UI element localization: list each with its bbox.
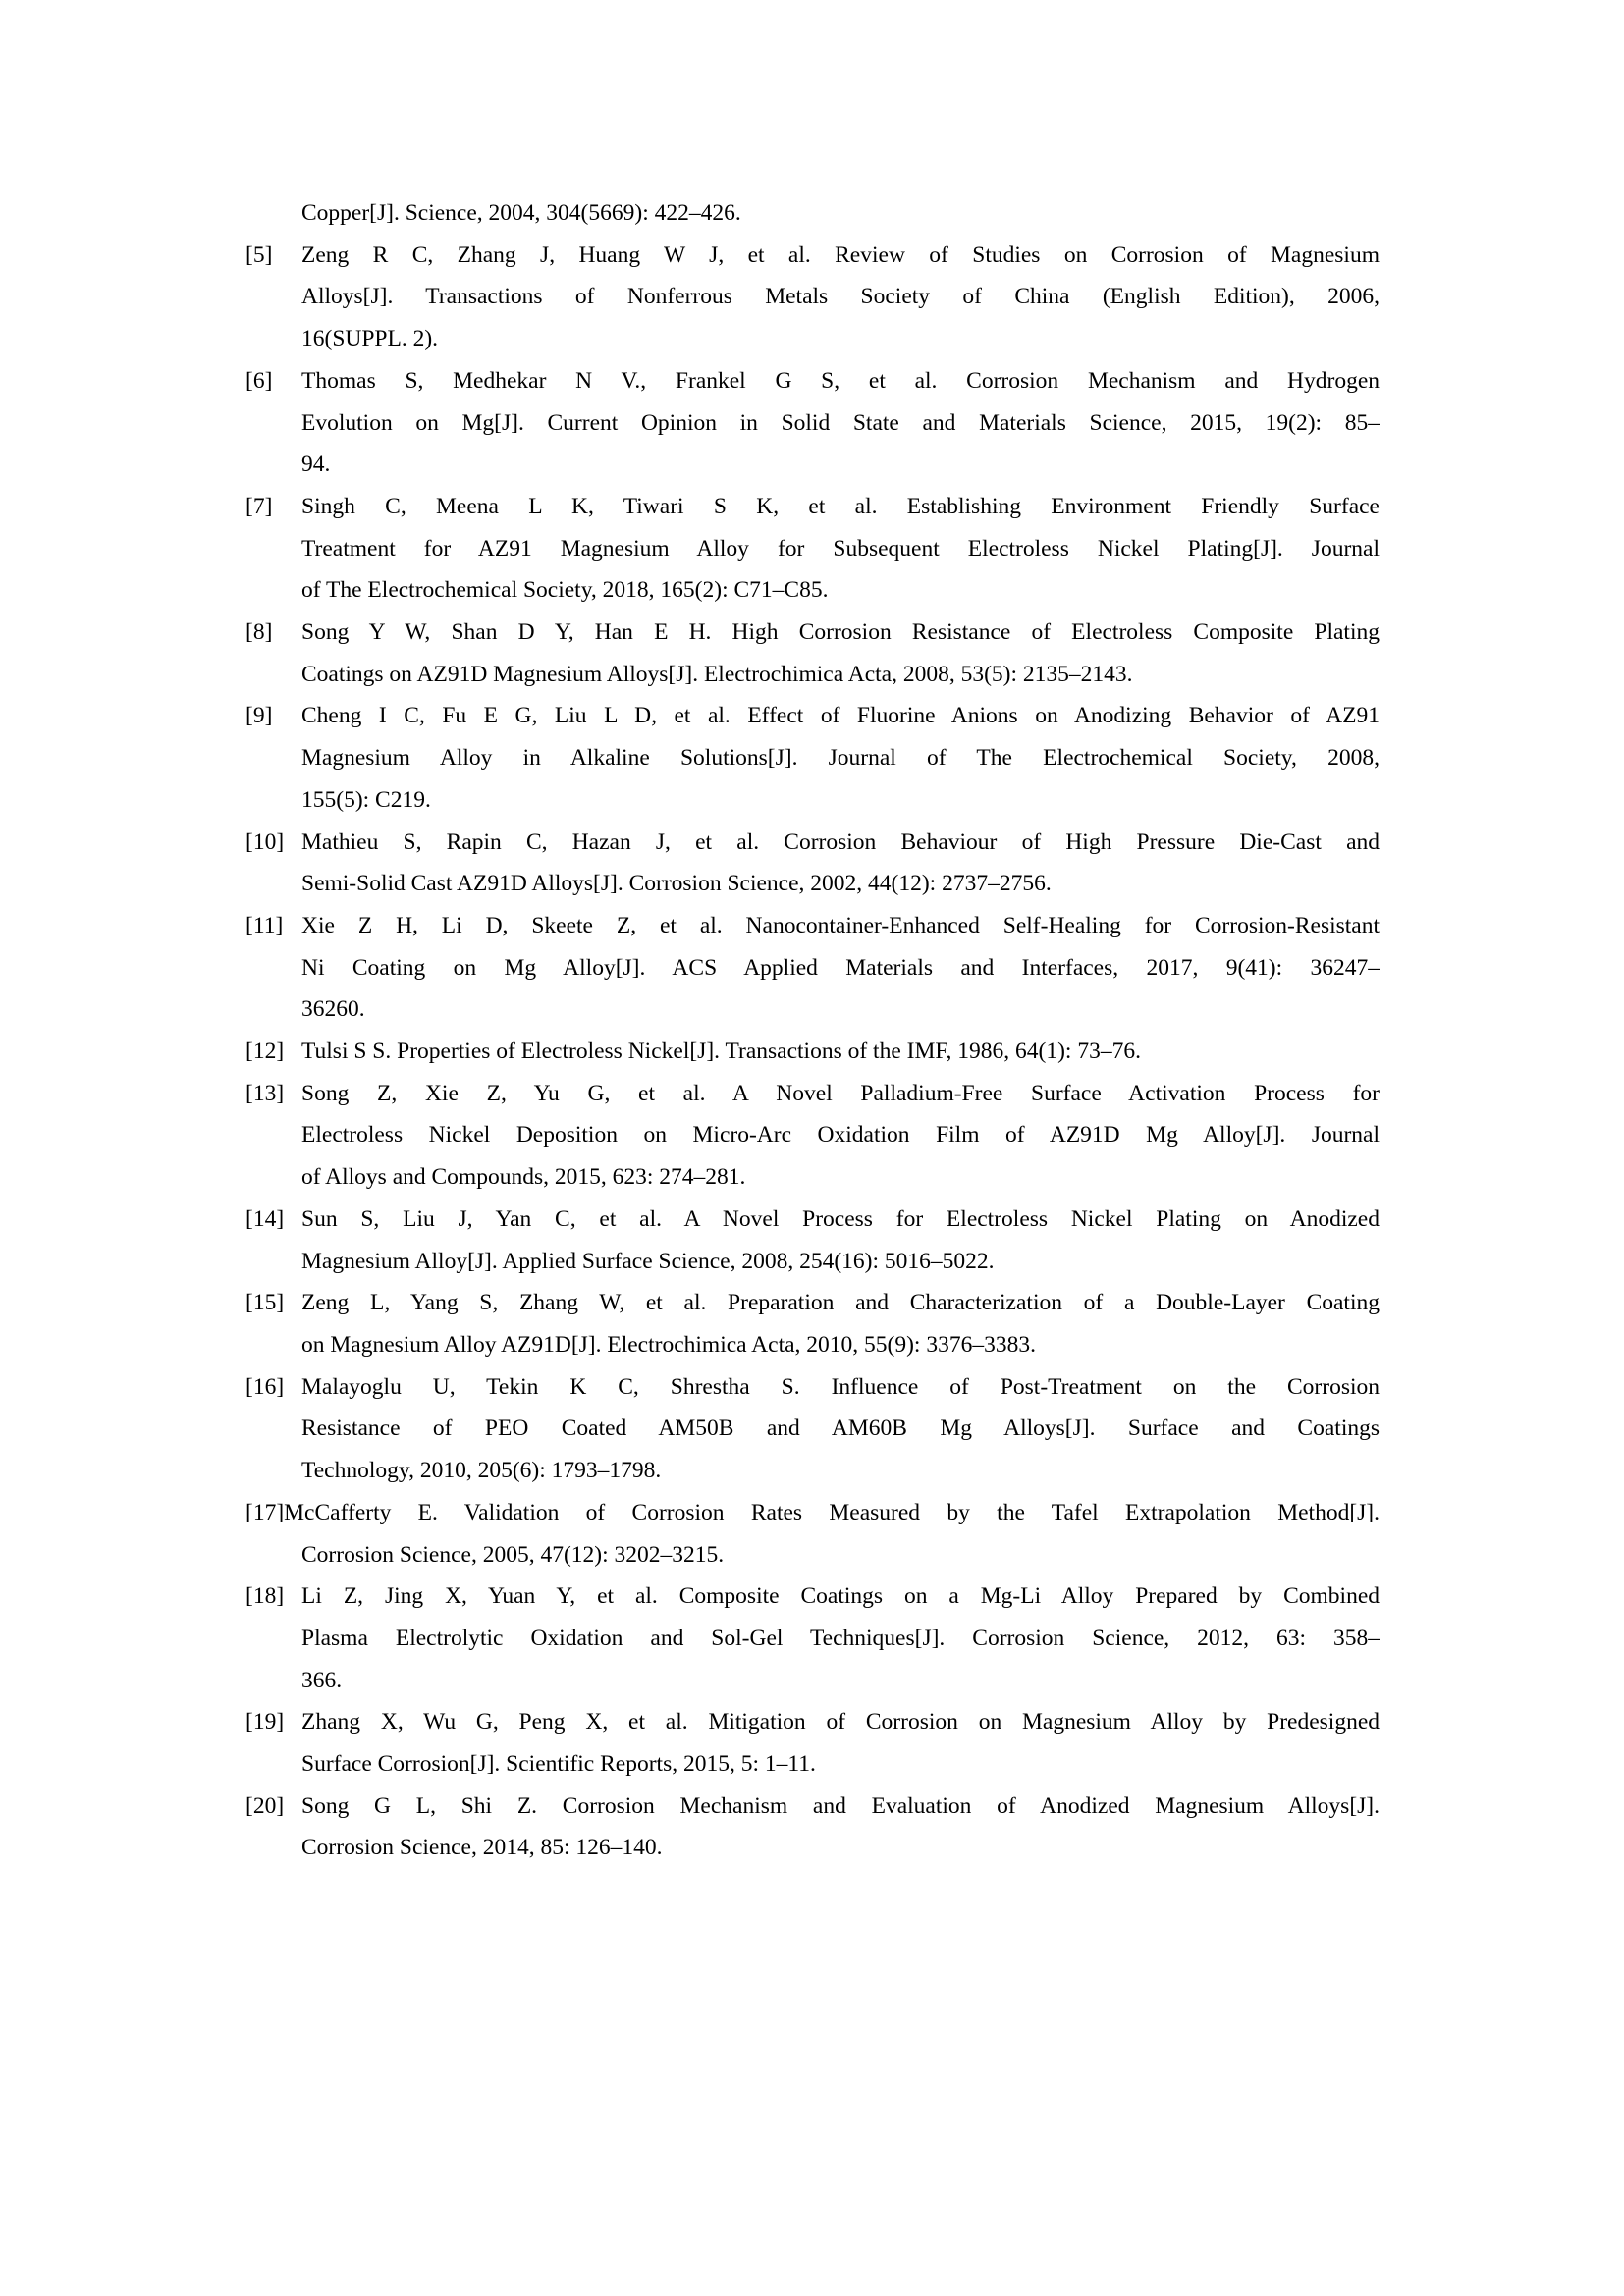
reference-number: [14] (245, 1205, 285, 1232)
reference-number: [16] (245, 1373, 285, 1400)
reference-item (245, 360, 1380, 486)
reference-line: Alloys[J]. Transactions of Nonferrous Metals Society of China (English Edition), 2006, (301, 284, 1380, 310)
reference-item (245, 486, 1380, 612)
reference-line: Plasma Electrolytic Oxidation and Sol-Gel Techniques[J]. Corrosion Science, 2012, 63: 358– (301, 1625, 1380, 1651)
reference-item (245, 1701, 1380, 1785)
reference-line: Surface Corrosion[J]. Scientific Reports, 2015, 5: 1–11. (301, 1751, 816, 1778)
reference-item (245, 1366, 1380, 1492)
reference-line: [6] Thomas S, Medhekar N V., Frankel G S, et al. Corrosion Mechanism and Hydrogen (245, 360, 1380, 402)
reference-number: [12] (245, 1039, 285, 1065)
reference-line: on Magnesium Alloy AZ91D[J]. Electrochimica Acta, 2010, 55(9): 3376–3383. (301, 1331, 1036, 1358)
reference-item (245, 1575, 1380, 1701)
reference-line: [11] Xie Z H, Li D, Skeete Z, et al. Nanocontainer-Enhanced Self-Healing for Corrosion-Resistant (245, 905, 1380, 947)
reference-item (245, 192, 1380, 235)
reference-line: Resistance of PEO Coated AM50B and AM60B Mg Alloys[J]. Surface and Coatings (301, 1415, 1380, 1442)
reference-number: [9] (245, 703, 273, 729)
reference-number: [7] (245, 493, 273, 519)
reference-number: [17] (245, 1499, 285, 1525)
reference-line: Evolution on Mg[J]. Current Opinion in Solid State and Materials Science, 2015, 19(2): 85– (301, 409, 1380, 436)
reference-number: [6] (245, 367, 273, 394)
reference-line: Treatment for AZ91 Magnesium Alloy for Subsequent Electroless Nickel Plating[J]. Journal (301, 535, 1380, 561)
reference-line: [8] Song Y W, Shan D Y, Han E H. High Corrosion Resistance of Electroless Composite Plating (245, 612, 1380, 654)
reference-number: [20] (245, 1792, 285, 1819)
reference-line: 16(SUPPL. 2). (301, 326, 439, 352)
reference-item (245, 612, 1380, 695)
reference-line: [5] Zeng R C, Zhang J, Huang W J, et al. Review of Studies on Corrosion of Magnesium (245, 235, 1380, 277)
reference-line: 155(5): C219. (301, 786, 431, 813)
reference-line: [18] Li Z, Jing X, Yuan Y, et al. Composite Coatings on a Mg-Li Alloy Prepared by Combined (245, 1575, 1380, 1618)
reference-number: [8] (245, 619, 273, 646)
reference-item (245, 235, 1380, 360)
reference-item (245, 1492, 1380, 1575)
reference-line: 366. (301, 1667, 343, 1693)
reference-line: [10] Mathieu S, Rapin C, Hazan J, et al. Corrosion Behaviour of High Pressure Die-Cast and (245, 822, 1380, 864)
reference-line: Semi-Solid Cast AZ91D Alloys[J]. Corrosion Science, 2002, 44(12): 2737–2756. (301, 871, 1052, 897)
reference-item (245, 695, 1380, 821)
reference-line: Magnesium Alloy[J]. Applied Surface Science, 2008, 254(16): 5016–5022. (301, 1248, 995, 1274)
reference-line: Corrosion Science, 2005, 47(12): 3202–3215. (301, 1541, 725, 1568)
references-list (245, 192, 1380, 1869)
reference-line: [14] Sun S, Liu J, Yan C, et al. A Novel Process for Electroless Nickel Plating on Anodized (245, 1199, 1380, 1241)
reference-line: of The Electrochemical Society, 2018, 165(2): C71–C85. (301, 577, 829, 604)
reference-line: of Alloys and Compounds, 2015, 623: 274–281. (301, 1164, 746, 1191)
reference-number: [11] (245, 912, 284, 938)
reference-number: [13] (245, 1080, 285, 1106)
reference-number: [15] (245, 1290, 285, 1316)
reference-line: Corrosion Science, 2014, 85: 126–140. (301, 1835, 663, 1861)
reference-line: Technology, 2010, 205(6): 1793–1798. (301, 1458, 662, 1484)
reference-number: [18] (245, 1583, 285, 1610)
reference-item (245, 1073, 1380, 1199)
reference-number: [5] (245, 241, 273, 268)
reference-item (245, 822, 1380, 905)
reference-line: [9] Cheng I C, Fu E G, Liu L D, et al. Effect of Fluorine Anions on Anodizing Behavior of AZ91 (245, 695, 1380, 737)
reference-line: [15] Zeng L, Yang S, Zhang W, et al. Preparation and Characterization of a Double-Layer Coating (245, 1282, 1380, 1324)
reference-line: [17]McCafferty E. Validation of Corrosion Rates Measured by the Tafel Extrapolation Method[J]. (245, 1492, 1380, 1534)
reference-line: [16] Malayoglu U, Tekin K C, Shrestha S. Influence of Post-Treatment on the Corrosion (245, 1366, 1380, 1409)
reference-item (245, 905, 1380, 1031)
reference-line: [13] Song Z, Xie Z, Yu G, et al. A Novel Palladium-Free Surface Activation Process for (245, 1073, 1380, 1115)
reference-line: Ni Coating on Mg Alloy[J]. ACS Applied Materials and Interfaces, 2017, 9(41): 36247– (301, 954, 1380, 981)
reference-line: [20] Song G L, Shi Z. Corrosion Mechanism and Evaluation of Anodized Magnesium Alloys[J]. (245, 1786, 1380, 1828)
reference-line: [12] Tulsi S S. Properties of Electroless Nickel[J]. Transactions of the IMF, 1986, 64(1): 73–76. (245, 1031, 1380, 1073)
reference-line: Coatings on AZ91D Magnesium Alloys[J]. Electrochimica Acta, 2008, 53(5): 2135–2143. (301, 661, 1133, 687)
reference-item (245, 1199, 1380, 1282)
reference-number: [19] (245, 1709, 285, 1735)
reference-line: 94. (301, 452, 331, 478)
reference-number: [10] (245, 828, 285, 855)
reference-line: [7] Singh C, Meena L K, Tiwari S K, et al. Establishing Environment Friendly Surface (245, 486, 1380, 528)
reference-item (245, 1282, 1380, 1365)
reference-item (245, 1786, 1380, 1869)
reference-line: 36260. (301, 996, 365, 1023)
reference-line: [19] Zhang X, Wu G, Peng X, et al. Mitigation of Corrosion on Magnesium Alloy by Predesigned (245, 1701, 1380, 1743)
reference-item (245, 1031, 1380, 1073)
reference-line: Electroless Nickel Deposition on Micro-Arc Oxidation Film of AZ91D Mg Alloy[J]. Journal (301, 1122, 1380, 1148)
reference-line: Copper[J]. Science, 2004, 304(5669): 422–426. (301, 200, 741, 226)
reference-line: Magnesium Alloy in Alkaline Solutions[J]. Journal of The Electrochemical Society, 2008, (301, 745, 1380, 772)
